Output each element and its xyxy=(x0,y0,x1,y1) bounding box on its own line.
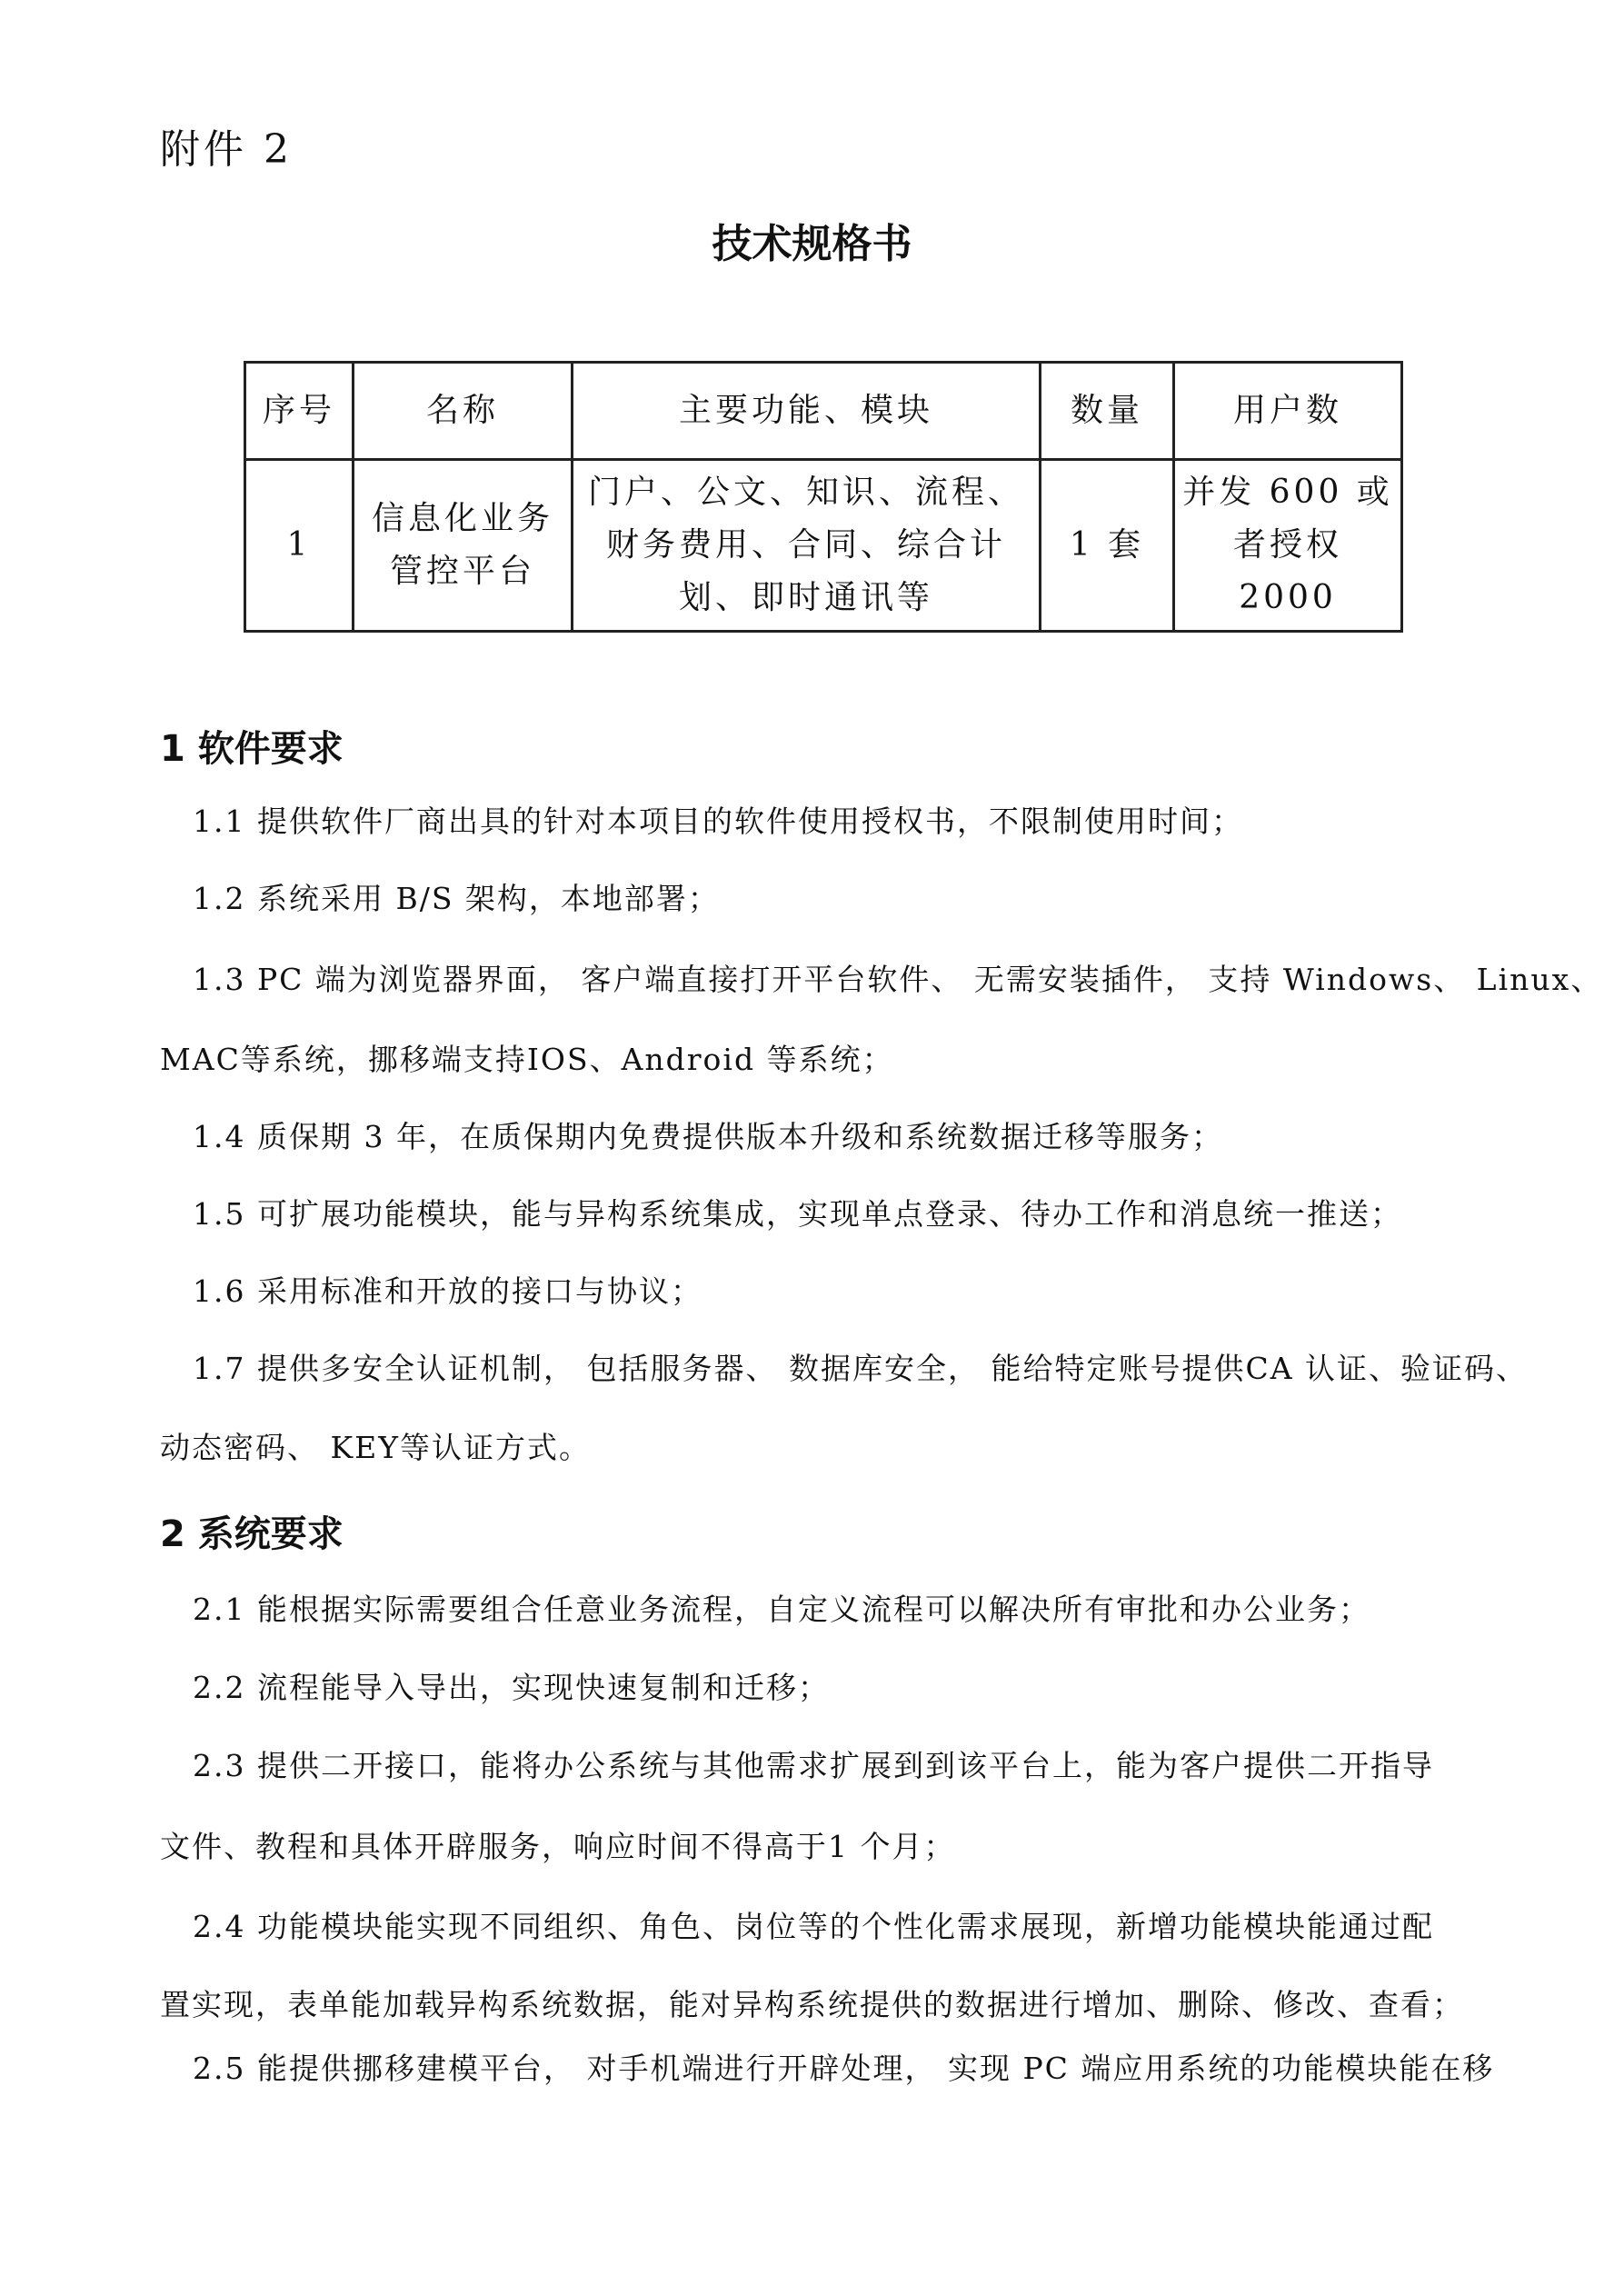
paragraph-line: 1.1 提供软件厂商出具的针对本项目的软件使用授权书，不限制使用时间； xyxy=(193,804,1243,839)
cell-users: 并发 600 或者授权 2000 xyxy=(1174,460,1402,632)
cell-no: 1 xyxy=(245,460,354,632)
paragraph-line: 1.5 可扩展功能模块，能与异构系统集成，实现单点登录、待办工作和消息统一推送； xyxy=(193,1196,1402,1232)
paragraph-line: 文件、教程和具体开辟服务，响应时间不得高于1 个月； xyxy=(160,1829,956,1864)
paragraph-line: 1.4 质保期 3 年，在质保期内免费提供版本升级和系统数据迁移等服务； xyxy=(193,1119,1223,1154)
paragraph-line: 1.7 提供多安全认证机制， 包括服务器、 数据库安全， 能给特定账号提供CA 认证、验证码、 xyxy=(193,1351,1529,1386)
paragraph-line: MAC等系统，挪移端支持IOS、Android 等系统； xyxy=(160,1042,894,1077)
table-row xyxy=(245,460,1402,632)
table-header-row xyxy=(245,363,1402,460)
cell-qty: 1 套 xyxy=(1041,460,1174,632)
paragraph-line: 1.2 系统采用 B/S 架构，本地部署； xyxy=(193,881,720,916)
paragraph-line: 2.1 能根据实际需要组合任意业务流程，自定义流程可以解决所有审批和办公业务； xyxy=(193,1592,1370,1627)
cell-name: 信息化业务管控平台 xyxy=(354,460,573,632)
header-name: 名称 xyxy=(354,363,573,460)
header-no: 序号 xyxy=(245,363,354,460)
paragraph-line: 2.4 功能模块能实现不同组织、角色、岗位等的个性化需求展现，新增功能模块能通过配 xyxy=(193,1909,1434,1944)
annex-label: 附件 2 xyxy=(160,126,293,173)
section-heading: 1 软件要求 xyxy=(160,728,344,770)
document-title: 技术规格书 xyxy=(712,221,912,267)
paragraph-line: 1.6 采用标准和开放的接口与协议； xyxy=(193,1273,702,1309)
header-users: 用户数 xyxy=(1174,363,1402,460)
paragraph-line: 2.3 提供二开接口，能将办公系统与其他需求扩展到到该平台上，能为客户提供二开指导 xyxy=(193,1748,1434,1783)
header-modules: 主要功能、模块 xyxy=(573,363,1041,460)
section-heading: 2 系统要求 xyxy=(160,1513,344,1555)
paragraph-line: 1.3 PC 端为浏览器界面， 客户端直接打开平台软件、 无需安装插件， 支持 Windows、 Linux、 xyxy=(193,962,1603,997)
cell-modules: 门户、公文、知识、流程、财务费用、合同、综合计划、即时通讯等 xyxy=(573,460,1041,632)
spec-table xyxy=(244,361,1403,633)
paragraph-line: 置实现，表单能加载异构系统数据，能对异构系统提供的数据进行增加、删除、修改、查看； xyxy=(160,1987,1464,2022)
paragraph-line: 2.5 能提供挪移建模平台， 对手机端进行开辟处理， 实现 PC 端应用系统的功能模块能在移 xyxy=(193,2051,1495,2086)
paragraph-line: 2.2 流程能导入导出，实现快速复制和迁移； xyxy=(193,1670,830,1705)
paragraph-line: 动态密码、 KEY等认证方式。 xyxy=(160,1430,592,1465)
header-qty: 数量 xyxy=(1041,363,1174,460)
